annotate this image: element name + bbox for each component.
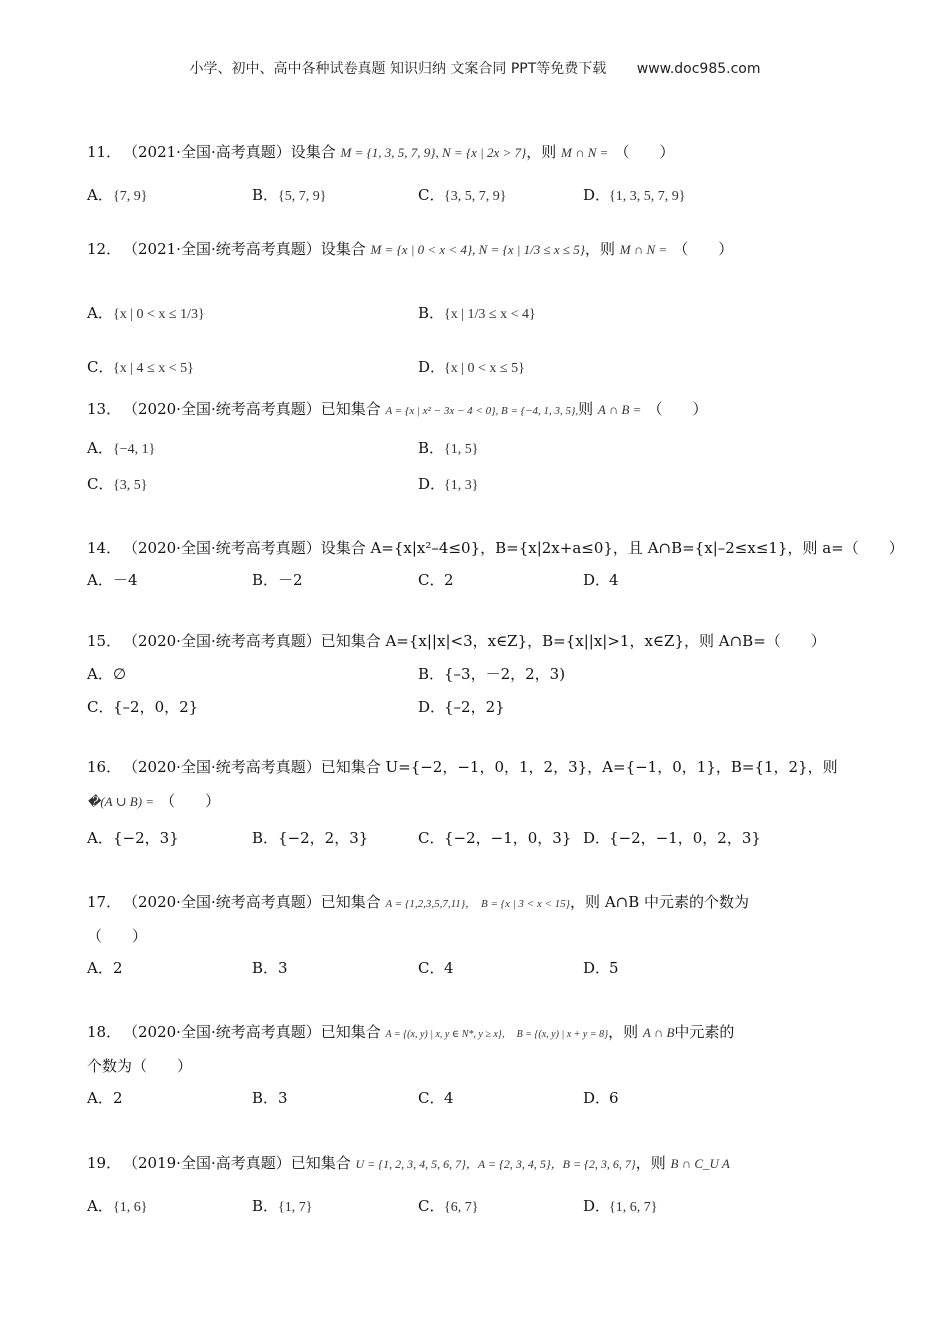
q12-option-c[interactable]: C．{x | 4 ≤ x < 5} [87,358,194,376]
q11-option-a[interactable]: A．{7, 9} [87,186,148,204]
q18-option-d[interactable]: D．6 [583,1089,619,1107]
q12-option-d[interactable]: D．{x | 0 < x ≤ 5} [418,358,525,376]
q16-option-b[interactable]: B．{−2，2，3} [252,829,369,847]
q13-option-c[interactable]: C．{3, 5} [87,475,148,493]
q13-option-b[interactable]: B．{1, 5} [418,439,479,457]
question-18-line2: 个数为（ ） [87,1057,193,1075]
question-14: 14． （2020·全国·统考高考真题）设集合 A={x|x²–4≤0}，B={x|2x+a≤0}，且 A∩B={x|–2≤x≤1}，则 a=（ ） [87,539,904,557]
q14-option-b[interactable]: B．－2 [252,571,303,589]
q18-option-c[interactable]: C．4 [418,1089,454,1107]
q15-option-b[interactable]: B．{–3，－2，2，3) [418,665,566,683]
question-18: 18． （2020·全国·统考高考真题）已知集合 A = {(x, y) | x, y ∈ N*, y ≥ x}， B = {(x, y) | x + y = 8}，则 A ∩ B中元素的 [87,1023,735,1041]
question-16-line2: �(A ∪ B) = （ ） [87,792,221,810]
q11-option-c[interactable]: C．{3, 5, 7, 9} [418,186,507,204]
question-16: 16． （2020·全国·统考高考真题）已知集合 U={−2，−1，0，1，2，3}，A={−1，0，1}，B={1，2}，则 [87,758,838,776]
page-header [0,58,950,78]
q17-option-a[interactable]: A．2 [87,959,123,977]
q16-option-a[interactable]: A．{−2，3} [87,829,179,847]
question-12: 12． （2021·全国·统考高考真题）设集合 M = {x | 0 < x < 4}, N = {x | 1/3 ≤ x ≤ 5}，则 M ∩ N = （ ） [87,240,734,258]
q14-option-c[interactable]: C．2 [418,571,454,589]
q12-option-a[interactable]: A．{x | 0 < x ≤ 1/3} [87,304,205,322]
question-17: 17． （2020·全国·统考高考真题）已知集合 A = {1,2,3,5,7,11}， B = {x | 3 < x < 15}，则 A∩B 中元素的个数为 [87,893,750,911]
q18-option-a[interactable]: A．2 [87,1089,123,1107]
q15-option-c[interactable]: C．{–2，0，2} [87,698,199,716]
q15-option-d[interactable]: D．{–2，2} [418,698,505,716]
q19-option-c[interactable]: C．{6, 7} [418,1197,479,1215]
question-15: 15． （2020·全国·统考高考真题）已知集合 A={x||x|<3，x∈Z}，B={x||x|>1，x∈Z}，则 A∩B=（ ） [87,632,826,650]
question-17-line2: （ ） [87,927,148,945]
q16-option-d[interactable]: D．{−2，−1，0，2，3} [583,829,761,847]
header-text: 小学、初中、高中各种试卷真题 知识归纳 文案合同 PPT等免费下载 [189,61,607,77]
q13-option-d[interactable]: D．{1, 3} [418,475,479,493]
q14-option-a[interactable]: A．－4 [87,571,138,589]
header-site-link[interactable]: www.doc985.com [636,61,761,77]
question-11: 11． （2021·全国·高考真题）设集合 M = {1, 3, 5, 7, 9}, N = {x | 2x > 7}，则 M ∩ N = （ ） [87,143,675,161]
q11-option-d[interactable]: D．{1, 3, 5, 7, 9} [583,186,686,204]
q15-option-a[interactable]: A．∅ [87,665,127,683]
question-19: 19． （2019·全国·高考真题）已知集合 U = {1, 2, 3, 4, 5, 6, 7}，A = {2, 3, 4, 5}，B = {2, 3, 6, 7}，则 B ∩ C_U A [87,1154,730,1172]
q13-option-a[interactable]: A．{−4, 1} [87,439,156,457]
q18-option-b[interactable]: B．3 [252,1089,288,1107]
q16-option-c[interactable]: C．{−2，−1，0，3} [418,829,572,847]
question-13: 13． （2020·全国·统考高考真题）已知集合 A = {x | x² − 3x − 4 < 0}, B = {−4, 1, 3, 5},则 A ∩ B = （ ） [87,400,708,418]
q17-option-d[interactable]: D．5 [583,959,619,977]
q19-option-a[interactable]: A．{1, 6} [87,1197,148,1215]
q19-option-d[interactable]: D．{1, 6, 7} [583,1197,658,1215]
q17-option-c[interactable]: C．4 [418,959,454,977]
q14-option-d[interactable]: D．4 [583,571,619,589]
q12-option-b[interactable]: B．{x | 1/3 ≤ x < 4} [418,304,536,322]
q19-option-b[interactable]: B．{1, 7} [252,1197,313,1215]
q11-option-b[interactable]: B．{5, 7, 9} [252,186,327,204]
q17-option-b[interactable]: B．3 [252,959,288,977]
